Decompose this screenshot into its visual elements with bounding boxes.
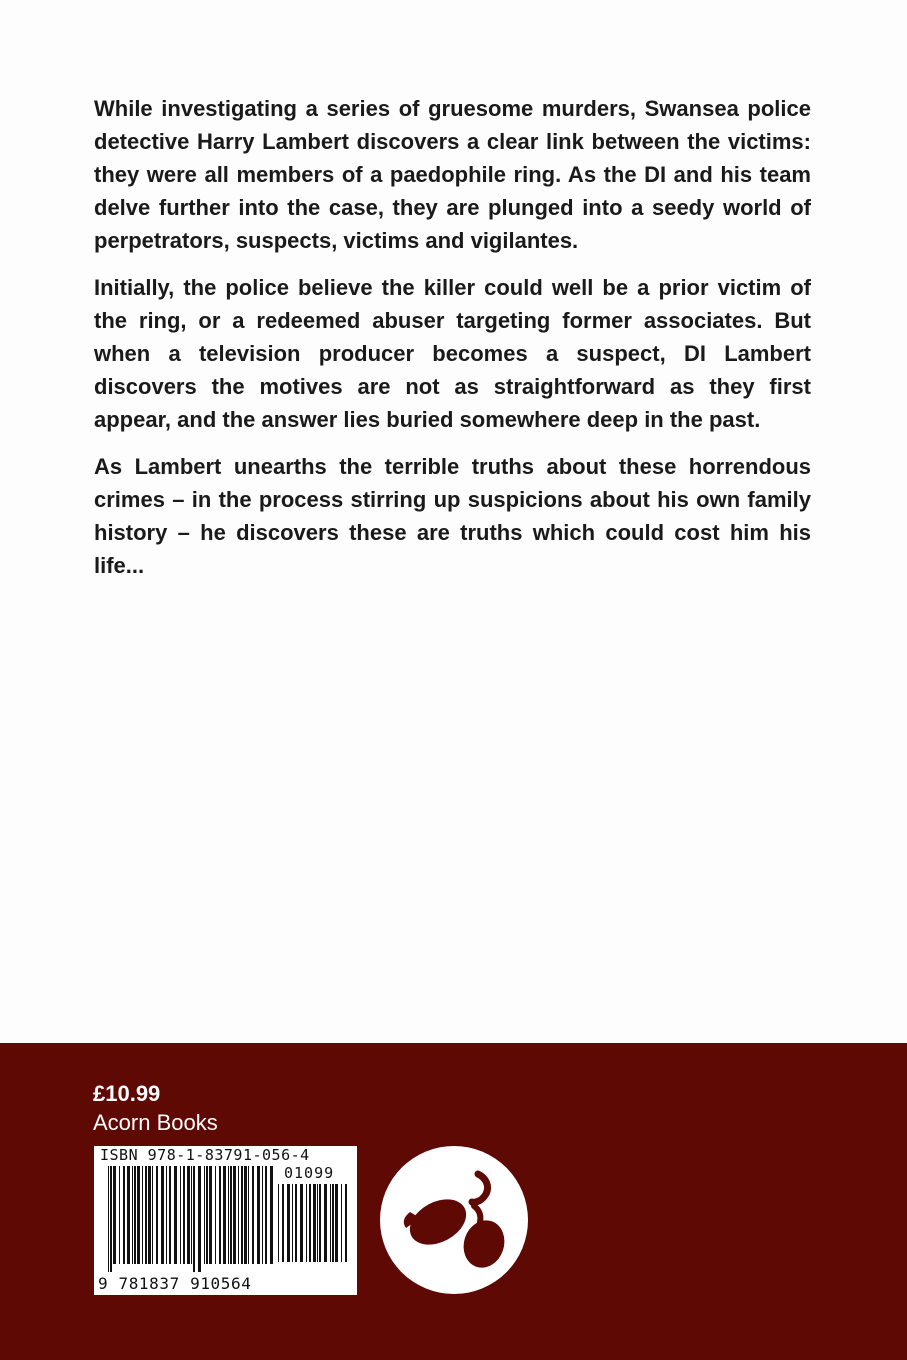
publisher-logo xyxy=(380,1146,528,1294)
blurb-paragraph-2: Initially, the police believe the killer could well be a prior victim of the ring, or a redeemed abuser targeting former associates. But when a television producer becomes a suspect, DI Lambert discovers the motives are not as straightforward as they first appear, and the answer lies buried somewhere deep in the past. xyxy=(94,275,811,432)
barcode-bars-addon xyxy=(278,1184,350,1270)
ean-number: 9 781837 910564 xyxy=(98,1274,252,1293)
blurb-paragraph-1: While investigating a series of gruesome murders, Swansea police detective Harry Lambert discovers a clear link between the victims: they were all members of a paedophile ring. As the DI and his team delve further into the case, they are plunged into a seedy world of perpetrators, suspects, victims and vigilantes. xyxy=(94,96,811,253)
acorn-icon xyxy=(380,1146,528,1294)
barcode-bars-main xyxy=(108,1166,274,1272)
blurb-text xyxy=(94,92,811,596)
barcode xyxy=(94,1146,357,1295)
price: £10.99 xyxy=(93,1081,161,1106)
blurb-paragraph-3: As Lambert unearths the terrible truths about these horrendous crimes – in the process stirring up suspicions about his own family history – he discovers these are truths which could cost him his life... xyxy=(94,454,811,578)
addon-number: 01099 xyxy=(284,1164,335,1182)
publisher-name: Acorn Books xyxy=(93,1110,218,1135)
isbn-label: ISBN 978-1-83791-056-4 xyxy=(100,1146,310,1164)
